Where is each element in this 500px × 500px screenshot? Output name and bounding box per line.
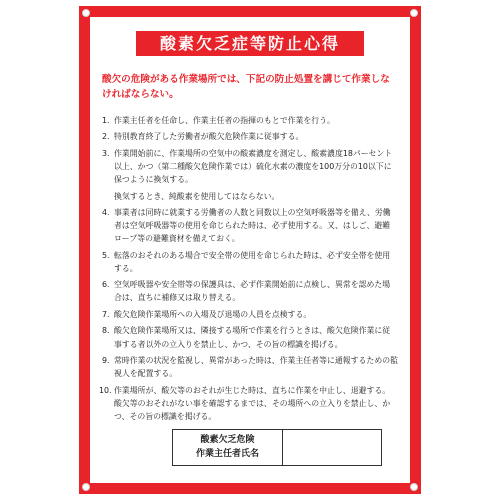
rule-number bbox=[102, 190, 114, 203]
rule-number: 9. bbox=[102, 356, 110, 366]
mounting-hole bbox=[82, 483, 90, 491]
signature-label-line1: 酸素欠乏危険 bbox=[200, 434, 255, 445]
rule-item bbox=[102, 278, 398, 304]
rule-text: 換気するとき、純酸素を使用してはならない。 bbox=[114, 191, 280, 201]
rule-item bbox=[102, 147, 398, 186]
rule-item bbox=[102, 308, 398, 321]
rule-number: 1. bbox=[102, 116, 110, 125]
rule-item bbox=[102, 114, 398, 127]
rule-number: 10. bbox=[99, 385, 112, 395]
rule-number: 3. bbox=[102, 148, 110, 158]
rule-item bbox=[102, 206, 398, 245]
rule-text: 作業開始前に、作業場所の空気中の酸素濃度を測定し、酸素濃度18パーセント以上、かつ（第二種酸欠危険作業では）硫化水素の濃度を100万分の10以下に保つように換気する。 bbox=[114, 148, 393, 185]
sign-title: 酸素欠乏症等防止心得 bbox=[136, 31, 364, 56]
rule-text: 作業場所が、酸欠等のおそれが生じた時は、直ちに作業を中止し、退避する。酸欠等のおそれがない事を確認するまでは、その場所への立入りを禁止し、かつ、その旨の標識を掲げる。 bbox=[114, 385, 391, 421]
sign-panel bbox=[90, 17, 410, 483]
rule-text: 酸欠危険作業場所への入場及び退場の人員を点検する。 bbox=[114, 309, 312, 319]
rule-text: 事業者は同時に就業する労働者の人数と同数以上の空気呼吸器等を備え、労働者は空気呼吸器等の使用を命じられた時は、必ず使用する。又、はしご、避難ロープ等の避難資材を備えておく。 bbox=[114, 208, 391, 244]
signature-label bbox=[173, 430, 283, 465]
rule-item bbox=[102, 130, 398, 143]
rule-text: 常時作業の状況を監視し、異常があった時は、作業主任者等に通報するための監視人を配置する。 bbox=[114, 356, 398, 379]
sign-intro: 酸欠の危険がある作業場所では、下記の防止処置を講じて作業しなければならない。 bbox=[102, 74, 390, 100]
rule-item bbox=[102, 324, 398, 350]
mounting-hole bbox=[410, 483, 418, 491]
rule-number: 8. bbox=[102, 326, 110, 336]
signature-label-line2: 作業主任者氏名 bbox=[195, 448, 259, 459]
rule-number: 4. bbox=[102, 208, 110, 218]
rule-text: 空気呼吸器や安全帯等の保護具は、必ず作業開始前に点検し、異常を認めた場合は、直ちに補修又は取り替える。 bbox=[114, 280, 391, 303]
signature-name-field bbox=[283, 430, 381, 465]
rule-text: 転落のおそれのある場合で安全帯の使用を命じられた時は、必ず安全帯を使用する。 bbox=[114, 250, 391, 273]
rule-number: 7. bbox=[102, 309, 110, 319]
rule-text: 酸欠危険作業場所又は、隣接する場所で作業を行うときは、酸欠危険作業に従事する者以外の立入りを禁止し、かつ、その旨の標識を掲げる。 bbox=[114, 326, 391, 349]
signature-box bbox=[172, 429, 382, 466]
rule-text: 特別教育終了した労働者が酸欠危険作業に従事する。 bbox=[114, 132, 304, 142]
mounting-hole bbox=[82, 9, 90, 17]
rules-list bbox=[99, 114, 398, 423]
rule-text: 作業主任者を任命し、作業主任者の指揮のもとで作業を行う。 bbox=[114, 116, 335, 125]
rule-item bbox=[102, 249, 398, 275]
mounting-hole bbox=[410, 9, 418, 17]
safety-sign bbox=[79, 6, 421, 494]
rule-item bbox=[102, 190, 398, 203]
rule-number: 6. bbox=[102, 280, 110, 290]
rule-item bbox=[99, 384, 398, 423]
rule-number: 5. bbox=[102, 250, 110, 260]
rule-number: 2. bbox=[102, 132, 110, 142]
rule-item bbox=[102, 354, 398, 380]
